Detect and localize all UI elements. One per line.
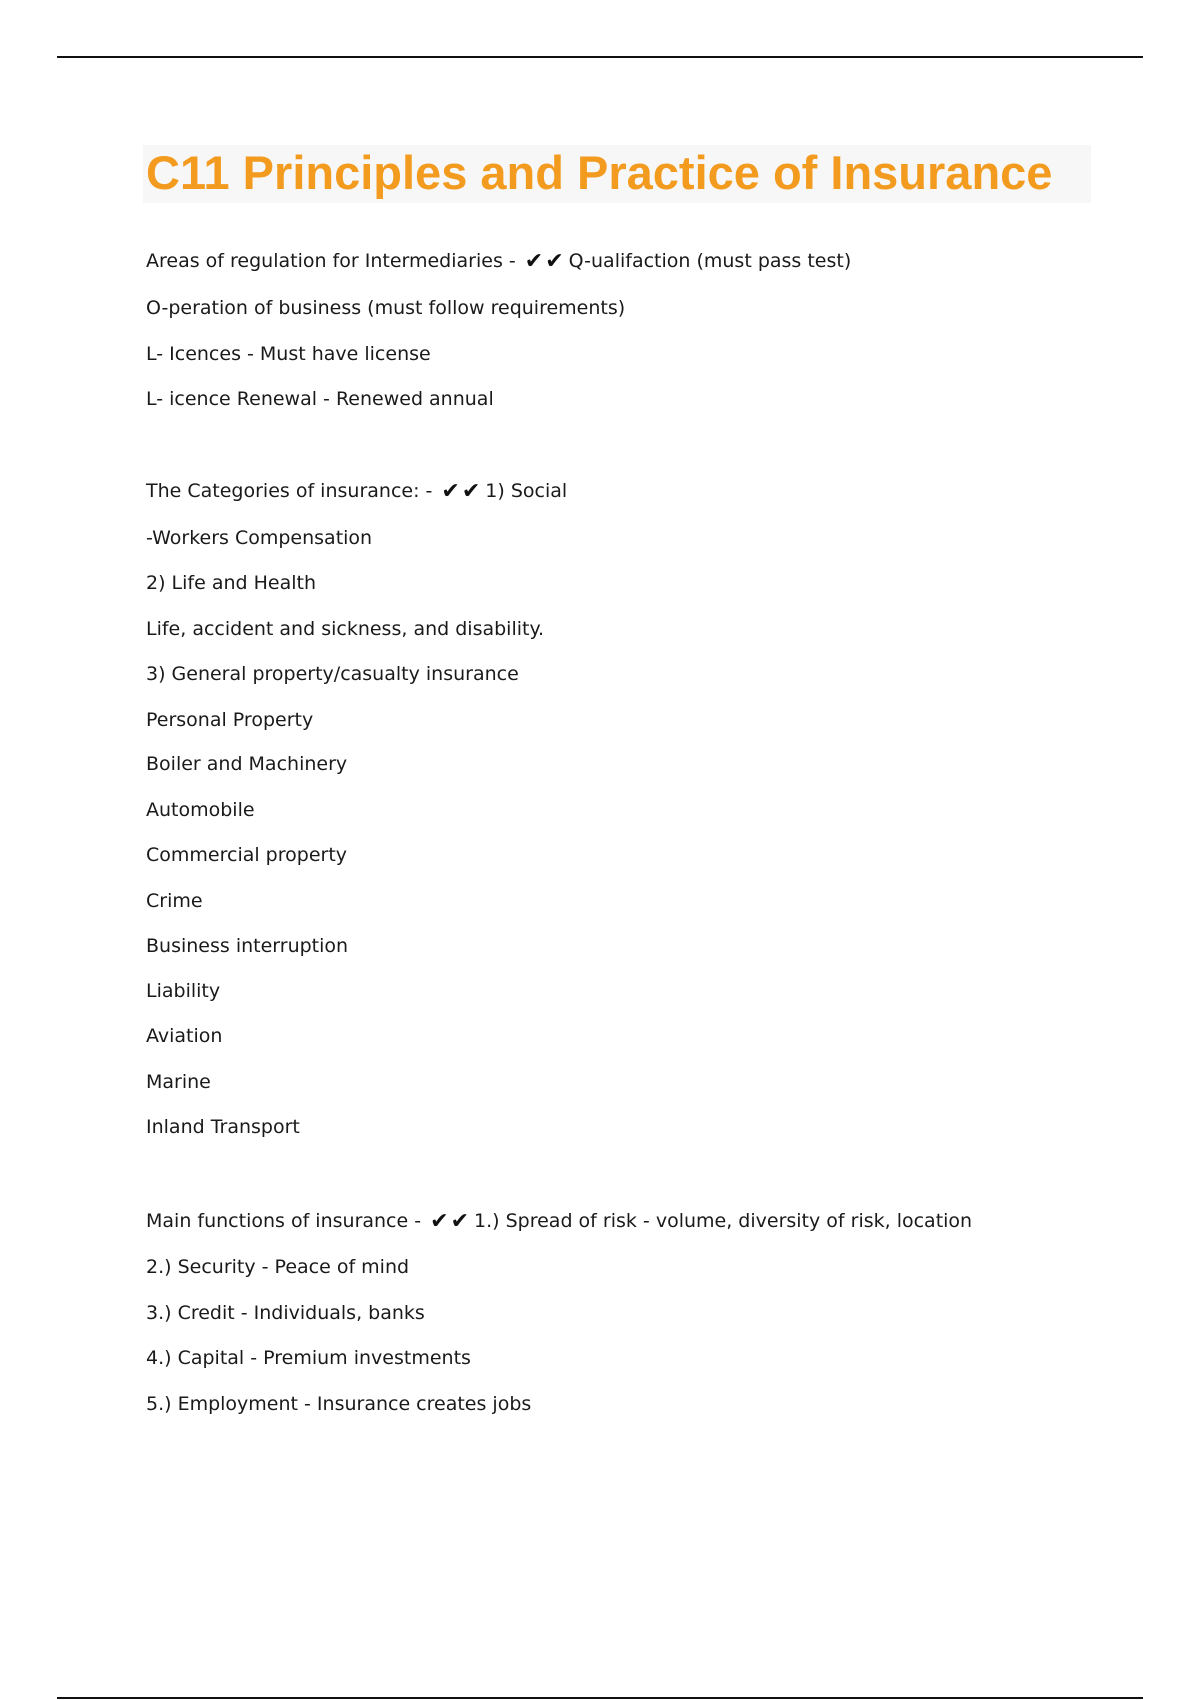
list-item: Liability <box>146 980 221 1002</box>
check-icon: ✔ <box>524 249 544 274</box>
list-item: Life, accident and sickness, and disability. <box>146 618 545 640</box>
list-item: L- Icences - Must have license <box>146 343 431 365</box>
check-icon: ✔ <box>545 249 564 274</box>
list-item: Crime <box>146 890 203 912</box>
list-item: 3.) Credit - Individuals, banks <box>146 1302 425 1324</box>
list-item: 2.) Security - Peace of mind <box>146 1256 410 1278</box>
document-title: C11 Principles and Practice of Insurance <box>146 146 1053 199</box>
list-item: Boiler and Machinery <box>146 753 348 775</box>
question-text: The Categories of insurance: - <box>146 480 433 502</box>
list-item: Aviation <box>146 1025 223 1047</box>
check-icon: ✔ <box>450 1209 470 1234</box>
list-item: Marine <box>146 1071 211 1093</box>
answer-marker <box>429 1210 470 1232</box>
list-item: O-peration of business (must follow requirements) <box>146 297 626 319</box>
question-text: Main functions of insurance - <box>146 1210 422 1232</box>
answer-text: 1.) Spread of risk - volume, diversity of risk, location <box>474 1210 973 1232</box>
list-item: 5.) Employment - Insurance creates jobs <box>146 1393 532 1415</box>
list-item: Automobile <box>146 799 255 821</box>
list-item: -Workers Compensation <box>146 527 373 549</box>
answer-text: Q-ualifaction (must pass test) <box>568 250 852 272</box>
top-rule <box>57 56 1143 58</box>
bottom-rule <box>57 1697 1143 1699</box>
list-item: 2) Life and Health <box>146 572 316 594</box>
answer-marker <box>524 250 565 272</box>
section-question-line <box>146 1208 972 1235</box>
list-item: 4.) Capital - Premium investments <box>146 1347 471 1369</box>
section-question-line <box>146 478 567 505</box>
list-item: Commercial property <box>146 844 348 866</box>
list-item: Personal Property <box>146 709 314 731</box>
list-item: Inland Transport <box>146 1116 300 1138</box>
answer-text: 1) Social <box>485 480 568 502</box>
question-text: Areas of regulation for Intermediaries - <box>146 250 516 272</box>
list-item: L- icence Renewal - Renewed annual <box>146 388 494 410</box>
answer-marker <box>440 480 481 502</box>
list-item: 3) General property/casualty insurance <box>146 663 519 685</box>
check-icon: ✔ <box>430 1209 449 1234</box>
check-icon: ✔ <box>461 479 481 504</box>
section-question-line <box>146 248 851 275</box>
list-item: Business interruption <box>146 935 349 957</box>
check-icon: ✔ <box>441 479 460 504</box>
